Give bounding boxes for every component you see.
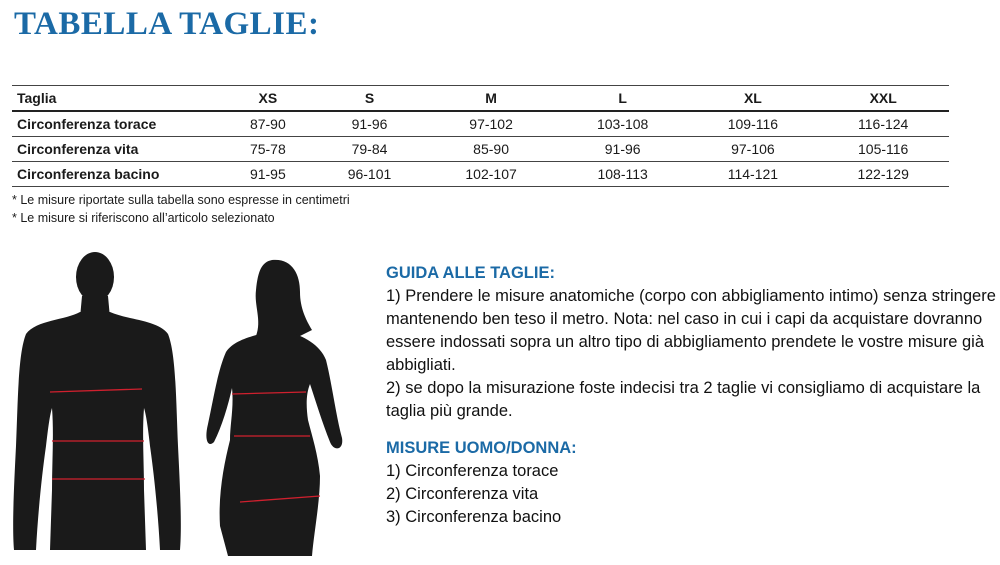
female-silhouette-icon [196, 256, 366, 556]
table-cell: 97-106 [731, 141, 775, 157]
table-cell: 102-107 [465, 166, 517, 182]
table-notes [12, 191, 350, 227]
row-label-bacino: Circonferenza bacino [17, 166, 160, 182]
guide-step-2: 2) se dopo la misurazione foste indecisi tra 2 taglie vi consigliamo di acquistare la taglia più grande. [386, 379, 981, 420]
header-cell-xs: XS [258, 90, 278, 106]
table-cell: 91-96 [351, 116, 388, 132]
header-cell-xl: XL [743, 90, 762, 106]
size-table [12, 85, 949, 187]
header-cell-s: S [364, 90, 375, 106]
table-cell: 116-124 [858, 116, 909, 132]
table-cell: 108-113 [597, 166, 648, 182]
table-cell: 109-116 [727, 116, 779, 132]
header-cell-m: M [485, 90, 497, 106]
table-cell: 122-129 [857, 166, 909, 182]
table-row [12, 111, 949, 137]
guide-heading: GUIDA ALLE TAGLIE: [386, 264, 555, 282]
table-cell: 97-102 [469, 116, 513, 132]
table-cell: 75-78 [249, 141, 286, 157]
guide-step-1: 1) Prendere le misure anatomiche (corpo con abbigliamento intimo) senza stringere mantenendo ben teso il metro. Nota: nel caso in cui i capi da acquistare dovranno essere indossati sopra un altro tipo di abbigliamento prendete le vostre misure già abbigliati. [386, 287, 996, 374]
header-cell-taglia: Taglia [17, 90, 57, 106]
table-cell: 103-108 [596, 116, 649, 132]
table-cell: 114-121 [727, 166, 779, 182]
measure-item-bacino: 3) Circonferenza bacino [386, 508, 562, 526]
header-cell-l: L [618, 90, 627, 106]
header-cell-xxl: XXL [869, 90, 897, 106]
measure-item-vita: 2) Circonferenza vita [386, 485, 539, 503]
page-title: TABELLA TAGLIE: [14, 6, 320, 42]
note-article: * Le misure si riferiscono all’articolo selezionato [12, 211, 275, 225]
table-cell: 105-116 [858, 141, 909, 157]
table-header-row [12, 86, 949, 112]
table-cell: 87-90 [249, 116, 286, 132]
table-cell: 85-90 [473, 141, 509, 157]
row-label-torace: Circonferenza torace [17, 116, 157, 132]
measure-item-torace: 1) Circonferenza torace [386, 462, 559, 480]
table-cell: 91-96 [604, 141, 641, 157]
male-silhouette-icon [12, 250, 182, 550]
table-row [12, 137, 949, 162]
note-units: * Le misure riportate sulla tabella sono espresse in centimetri [12, 193, 350, 207]
table-cell: 79-84 [351, 141, 388, 157]
table-cell: 96-101 [347, 166, 392, 182]
table-cell: 91-95 [249, 166, 286, 182]
measures-heading: MISURE UOMO/DONNA: [386, 439, 577, 457]
row-label-vita: Circonferenza vita [17, 141, 139, 157]
size-guide [386, 262, 998, 529]
table-row [12, 162, 949, 187]
